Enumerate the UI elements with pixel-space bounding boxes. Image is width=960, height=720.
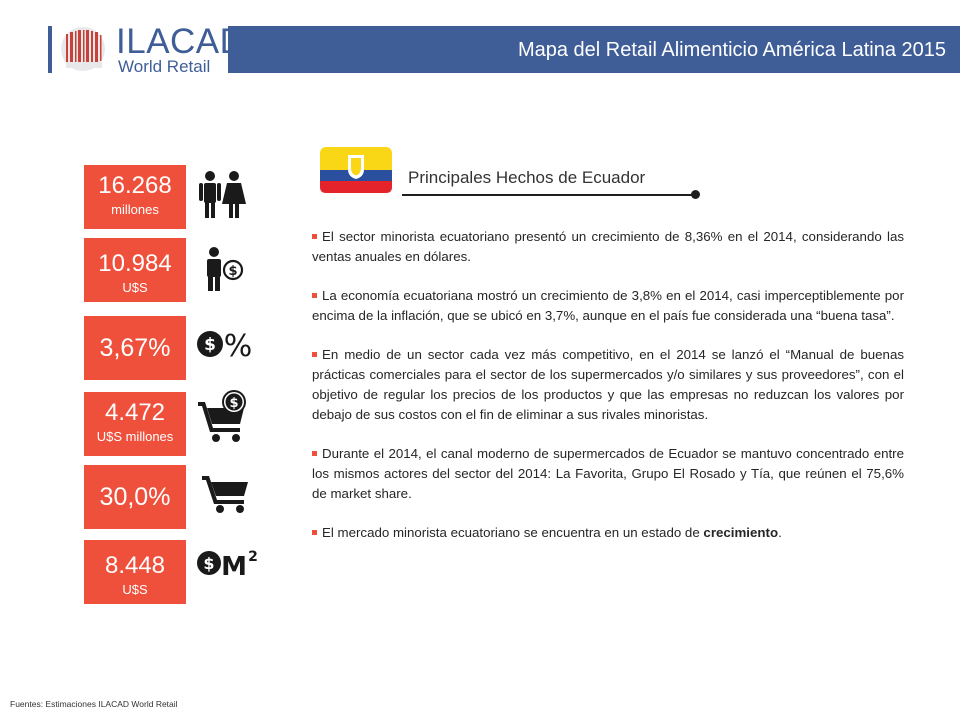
svg-text:$: $ <box>228 264 238 279</box>
list-item: En medio de un sector cada vez más competitivo, en el 2014 se lanzó el “Manual de buenas prácticas comerciales para el sector de los supermercados y/o similares y sus proveedores”, con el objetivo de regular los precios de los productos y que las empresas no reduzcan los valores por debajo de sus costos con el fin de eliminar a sus rivales minoristas. <box>312 347 904 422</box>
section-title: Principales Hechos de Ecuador <box>408 168 646 187</box>
stat-gdp-per-capita <box>84 238 186 302</box>
stat-retail-sales <box>84 392 186 456</box>
list-item: El mercado minorista ecuatoriano se encuentra en un estado de crecimiento. <box>312 523 904 543</box>
svg-text:2: 2 <box>248 549 258 565</box>
svg-text:$: $ <box>229 396 239 411</box>
logo-subtitle: World Retail <box>118 57 211 76</box>
stat-value: 8.448 <box>104 552 166 579</box>
list-item: La economía ecuatoriana mostró un crecimiento de 3,8% en el 2014, casi imperceptiblemente por encima de la inflación, que se ubicó en 3,7%, aunque en el país fue considerada una “buena tasa”. <box>312 288 904 323</box>
logo-name: ILACAD <box>116 22 246 61</box>
section-divider <box>402 194 694 196</box>
svg-text:%: % <box>223 329 253 360</box>
list-item: El sector minorista ecuatoriano presentó un crecimiento de 8,36% en el 2014, considerando las ventas anuales en dólares. <box>312 229 904 264</box>
bullet-icon <box>312 451 317 456</box>
stat-value: 3,67% <box>99 334 171 362</box>
bold-keyword: crecimiento <box>703 525 779 540</box>
ecuador-flag-icon <box>320 147 392 193</box>
bullet-icon <box>312 293 317 298</box>
stat-unit: millones <box>111 202 159 217</box>
stat-value: 16.268 <box>98 172 172 199</box>
shopping-cart-dollar-icon <box>196 388 252 444</box>
stat-unit: U$S <box>122 280 148 295</box>
section-divider-dot <box>691 190 700 199</box>
logo <box>52 18 246 80</box>
stat-unit: U$S millones <box>96 429 174 444</box>
svg-text:$: $ <box>204 335 216 355</box>
stat-inflation <box>84 316 186 380</box>
svg-text:$: $ <box>203 554 215 573</box>
dollar-percent-icon <box>196 328 254 360</box>
stat-value: 4.472 <box>104 399 166 426</box>
bullet-icon <box>312 530 317 535</box>
page-title: Mapa del Retail Alimenticio América Latina 2015 <box>517 39 946 61</box>
svg-text:M: M <box>221 552 247 579</box>
stat-value: 30,0% <box>99 483 171 511</box>
shopping-cart-icon <box>200 474 250 514</box>
dollar-square-meter-icon <box>196 545 260 579</box>
header-left-block <box>0 26 48 73</box>
bullet-icon <box>312 352 317 357</box>
stat-sales-per-m2 <box>84 540 186 604</box>
bullet-icon <box>312 234 317 239</box>
stat-modern-channel <box>84 465 186 529</box>
stat-unit: U$S <box>122 582 148 597</box>
stat-population <box>84 165 186 229</box>
source-note: Fuentes: Estimaciones ILACAD World Retail <box>10 699 178 709</box>
barcode-logo-icon <box>60 24 106 74</box>
stat-value: 10.984 <box>98 250 172 277</box>
people-icon <box>196 170 248 220</box>
facts-list <box>312 227 904 562</box>
person-money-icon <box>204 246 244 292</box>
list-item: Durante el 2014, el canal moderno de supermercados de Ecuador se mantuvo concentrado entre los mismos actores del sector del 2014: La Favorita, Grupo El Rosado y Tía, que reúnen el 75,6% de market share. <box>312 446 904 501</box>
